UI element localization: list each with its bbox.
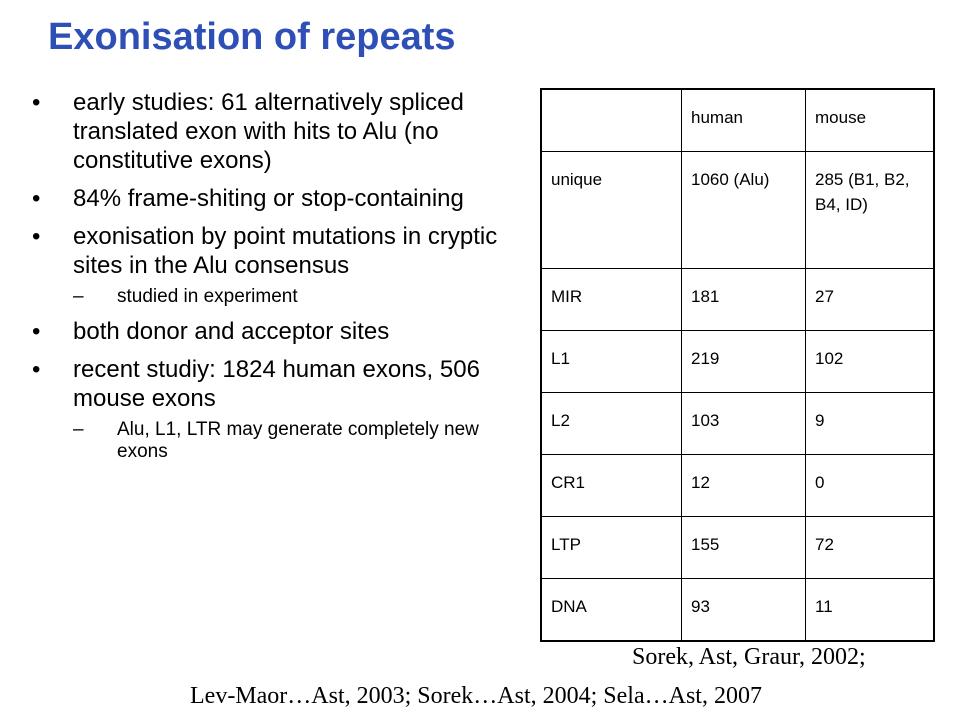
table-cell: 102 — [806, 331, 935, 393]
table-cell: 93 — [682, 579, 806, 642]
table-cell: 285 (B1, B2, B4, ID) — [806, 152, 935, 269]
table-header-cell — [541, 89, 682, 152]
table-cell: 72 — [806, 517, 935, 579]
sub-bullet-list — [73, 286, 512, 308]
table-header-cell: human — [682, 89, 806, 152]
table-row — [541, 269, 934, 331]
sub-bullet-text: studied in experiment — [117, 286, 298, 307]
table-cell: 27 — [806, 269, 935, 331]
table-cell: 103 — [682, 393, 806, 455]
bullet-item — [32, 88, 512, 175]
table-cell: 219 — [682, 331, 806, 393]
citation-line-1: Sorek, Ast, Graur, 2002; — [632, 644, 866, 670]
table-cell: 181 — [682, 269, 806, 331]
table-row — [541, 393, 934, 455]
slide-title: Exonisation of repeats — [48, 16, 456, 58]
bullet-dot: • — [32, 89, 41, 116]
table-cell: 11 — [806, 579, 935, 642]
sub-bullet-list — [73, 419, 512, 463]
table-cell: 9 — [806, 393, 935, 455]
table-cell: unique — [541, 152, 682, 269]
table-row — [541, 517, 934, 579]
bullet-list — [32, 88, 512, 472]
table-cell: CR1 — [541, 455, 682, 517]
table-cell: 155 — [682, 517, 806, 579]
table-cell: LTP — [541, 517, 682, 579]
sub-bullet-item — [73, 286, 512, 308]
table-cell: DNA — [541, 579, 682, 642]
table-header-cell: mouse — [806, 89, 935, 152]
bullet-text: both donor and acceptor sites — [73, 318, 390, 345]
bullet-dot: • — [32, 185, 41, 212]
bullet-item — [32, 317, 512, 346]
bullet-text: early studies: 61 alternatively spliced translated exon with hits to Alu (no constitutive exons) — [73, 89, 464, 174]
bullet-text: recent studiy: 1824 human exons, 506 mouse exons — [73, 356, 480, 412]
bullet-text: 84% frame-shiting or stop-containing — [73, 185, 464, 212]
bullet-dot: • — [32, 356, 41, 383]
table-header-row — [541, 89, 934, 152]
bullet-item — [32, 222, 512, 308]
table-row — [541, 455, 934, 517]
bullet-item — [32, 184, 512, 213]
sub-bullet-dash: – — [73, 419, 84, 440]
table-row — [541, 579, 934, 642]
table-cell: 1060 (Alu) — [682, 152, 806, 269]
bullet-dot: • — [32, 318, 41, 345]
bullet-item — [32, 355, 512, 463]
bullet-text: exonisation by point mutations in cryptic sites in the Alu consensus — [73, 223, 498, 279]
table-cell: L1 — [541, 331, 682, 393]
table-cell: MIR — [541, 269, 682, 331]
table-row — [541, 152, 934, 269]
table-row — [541, 331, 934, 393]
bullet-dot: • — [32, 223, 41, 250]
table-cell: 12 — [682, 455, 806, 517]
table-cell: 0 — [806, 455, 935, 517]
repeats-table — [540, 88, 935, 642]
citation-line-2: Lev-Maor…Ast, 2003; Sorek…Ast, 2004; Sela…Ast, 2007 — [190, 683, 762, 709]
sub-bullet-dash: – — [73, 286, 84, 307]
sub-bullet-item — [73, 419, 512, 463]
sub-bullet-text: Alu, L1, LTR may generate completely new exons — [117, 419, 479, 462]
table-cell: L2 — [541, 393, 682, 455]
